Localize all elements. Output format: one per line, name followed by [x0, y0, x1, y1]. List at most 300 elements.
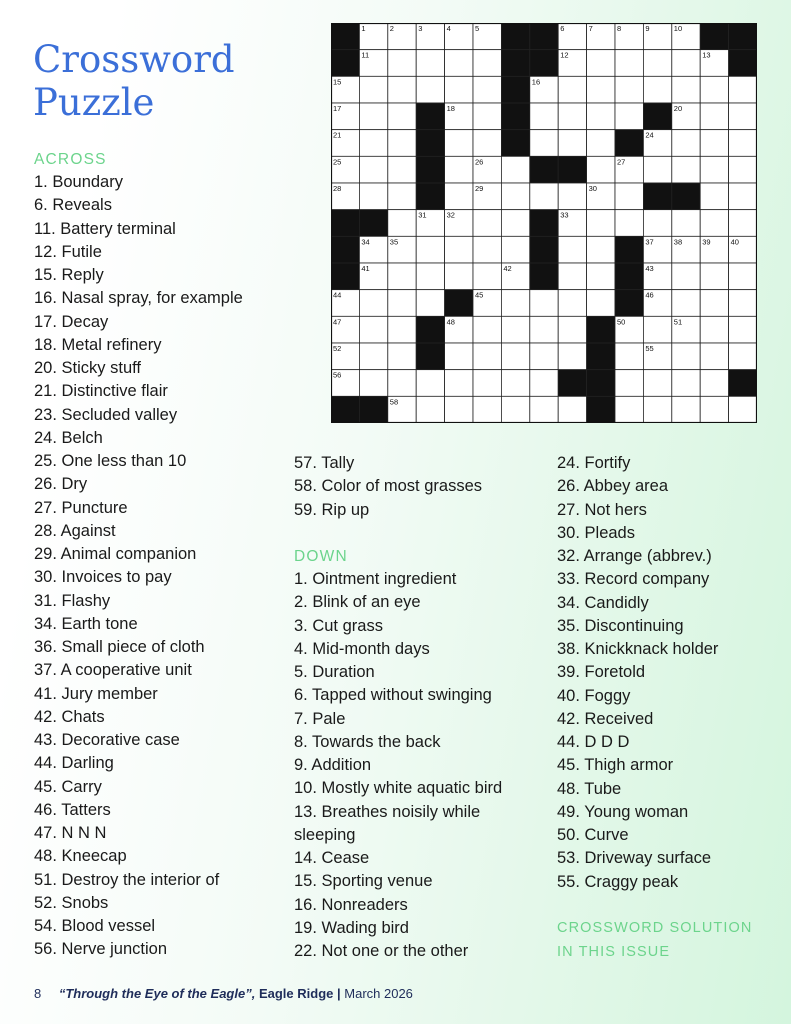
grid-cell[interactable]	[587, 290, 615, 317]
grid-cell[interactable]	[416, 370, 444, 397]
block-cell	[615, 236, 643, 263]
block-cell	[700, 23, 728, 50]
grid-cell[interactable]	[359, 343, 387, 370]
grid-cell[interactable]	[700, 76, 728, 103]
grid-cell[interactable]	[388, 370, 416, 397]
down-clue: 34. Candidly	[557, 593, 649, 612]
grid-cell[interactable]	[530, 183, 558, 210]
clue-number: 8	[617, 24, 622, 33]
block-cell	[501, 76, 529, 103]
block-cell	[672, 183, 700, 210]
publication-name: “Through the Eye of the Eagle”,	[58, 986, 256, 1001]
clue-number: 21	[333, 130, 342, 140]
grid-cell[interactable]	[729, 130, 757, 157]
block-cell	[416, 103, 444, 130]
grid-cell[interactable]	[388, 316, 416, 343]
grid-cell[interactable]	[445, 236, 473, 263]
block-cell	[729, 23, 757, 50]
block-cell	[530, 210, 558, 237]
grid-cell[interactable]	[558, 343, 586, 370]
across-clue: 48. Kneecap	[34, 847, 127, 866]
grid-cell[interactable]	[388, 343, 416, 370]
grid-cell[interactable]	[700, 290, 728, 317]
across-clue: 34. Earth tone	[34, 614, 138, 633]
block-cell	[331, 236, 359, 263]
grid-cell[interactable]	[615, 183, 643, 210]
grid-cell[interactable]	[700, 316, 728, 343]
clue-number: 12	[560, 50, 569, 60]
grid-cell[interactable]	[558, 316, 586, 343]
across-clue: 6. Reveals	[34, 196, 112, 215]
down-clue: 1. Ointment ingredient	[294, 570, 457, 588]
grid-cell[interactable]	[672, 343, 700, 370]
grid-cell[interactable]	[558, 290, 586, 317]
grid-cell[interactable]	[388, 183, 416, 210]
across-clue: 25. One less than 10	[34, 452, 187, 470]
grid-cell[interactable]	[416, 50, 444, 77]
grid-cell[interactable]	[643, 50, 671, 77]
down-clue: 35. Discontinuing	[557, 616, 684, 635]
grid-cell[interactable]	[359, 76, 387, 103]
across-clue: 29. Animal companion	[34, 545, 197, 563]
across-clue: 43. Decorative case	[34, 731, 180, 749]
grid-cell[interactable]	[729, 343, 757, 370]
across-clue: 26. Dry	[34, 475, 88, 494]
down-clue: 44. D D D	[557, 733, 630, 751]
clue-number: 3	[418, 24, 423, 33]
grid-cell[interactable]	[388, 290, 416, 317]
footer-separator: |	[337, 986, 341, 1001]
clue-number: 38	[673, 237, 683, 247]
grid-cell[interactable]	[445, 396, 473, 423]
grid-cell[interactable]	[501, 210, 529, 237]
across-clue: 54. Blood vessel	[34, 917, 156, 935]
grid-cell[interactable]	[729, 290, 757, 317]
grid-cell[interactable]	[445, 130, 473, 157]
grid-cell[interactable]	[473, 370, 501, 397]
grid-cell[interactable]	[501, 183, 529, 210]
across-clue: 56. Nerve junction	[34, 940, 167, 959]
grid-cell[interactable]	[729, 210, 757, 237]
across-clue: 20. Sticky stuff	[34, 359, 141, 377]
grid-cell[interactable]	[445, 50, 473, 77]
grid-cell[interactable]	[501, 370, 529, 397]
grid-cell[interactable]	[672, 50, 700, 77]
down-clue: 14. Cease	[294, 849, 370, 867]
down-clue: 30. Pleads	[557, 523, 635, 542]
clue-number: 33	[560, 210, 569, 220]
block-cell	[587, 396, 615, 423]
grid-cell[interactable]	[587, 50, 615, 77]
grid-cell[interactable]	[445, 263, 473, 290]
clue-number: 24	[645, 130, 654, 140]
grid-cell[interactable]	[388, 263, 416, 290]
block-cell	[416, 343, 444, 370]
across-clue: 47. N N N	[34, 824, 107, 842]
grid-cell[interactable]	[558, 130, 586, 157]
across-clue: 27. Puncture	[34, 498, 128, 517]
across-clue: 23. Secluded valley	[34, 405, 178, 424]
grid-cell[interactable]	[729, 396, 757, 423]
down-clue: 4. Mid-month days	[294, 639, 430, 658]
grid-cell[interactable]	[473, 50, 501, 77]
grid-cell[interactable]	[672, 156, 700, 183]
down-clue: 7. Pale	[294, 709, 346, 728]
grid-cell[interactable]	[473, 130, 501, 157]
block-cell	[416, 183, 444, 210]
clue-number: 50	[617, 317, 626, 327]
grid-cell[interactable]	[388, 50, 416, 77]
block-cell	[558, 370, 586, 397]
block-cell	[416, 130, 444, 157]
block-cell	[587, 370, 615, 397]
grid-cell[interactable]	[359, 156, 387, 183]
down-clue: 2. Blink of an eye	[294, 593, 421, 612]
down-clue: 10. Mostly white aquatic bird	[294, 779, 503, 798]
title-line-1: Crossword	[33, 38, 235, 81]
down-clue: 13. Breathes noisily while sleeping	[294, 802, 481, 844]
grid-cell[interactable]	[615, 50, 643, 77]
block-cell	[445, 290, 473, 317]
grid-cell[interactable]	[388, 130, 416, 157]
clue-number: 35	[389, 237, 399, 247]
block-cell	[359, 210, 387, 237]
across-clue: 30. Invoices to pay	[34, 568, 172, 587]
across-clue: 15. Reply	[34, 266, 104, 284]
across-clue: 58. Color of most grasses	[294, 477, 482, 496]
grid-cell[interactable]	[416, 263, 444, 290]
block-cell	[530, 263, 558, 290]
grid-cell[interactable]	[445, 156, 473, 183]
grid-cell[interactable]	[501, 343, 529, 370]
grid-cell[interactable]	[700, 343, 728, 370]
clue-number: 11	[361, 50, 370, 60]
across-clue: 16. Nasal spray, for example	[34, 289, 243, 308]
clue-number: 9	[645, 24, 650, 33]
grid-cell[interactable]	[558, 103, 586, 130]
down-clue: 19. Wading bird	[294, 918, 409, 937]
block-cell	[331, 210, 359, 237]
grid-cell[interactable]	[558, 263, 586, 290]
clue-number: 45	[475, 290, 484, 300]
clue-number: 6	[560, 24, 565, 33]
grid-cell[interactable]	[473, 103, 501, 130]
grid-cell[interactable]	[615, 396, 643, 423]
grid-cell[interactable]	[672, 210, 700, 237]
clue-number: 41	[361, 264, 370, 273]
grid-cell[interactable]	[700, 156, 728, 183]
grid-cell[interactable]	[416, 236, 444, 263]
grid-cell[interactable]	[530, 290, 558, 317]
block-cell	[331, 396, 359, 423]
block-cell	[359, 396, 387, 423]
block-cell	[558, 156, 586, 183]
clue-number: 42	[503, 264, 512, 273]
across-clue: 37. A cooperative unit	[34, 661, 192, 680]
down-clue: 8. Towards the back	[294, 732, 441, 751]
block-cell	[501, 103, 529, 130]
down-clue: 40. Foggy	[557, 686, 631, 705]
clue-number: 46	[645, 290, 654, 300]
crossword-grid[interactable]	[331, 23, 757, 423]
grid-cell[interactable]	[615, 370, 643, 397]
down-clue-list-continued	[557, 452, 772, 894]
block-cell	[729, 50, 757, 77]
clue-number: 18	[446, 104, 455, 113]
clue-number: 40	[730, 237, 739, 247]
block-cell	[416, 316, 444, 343]
grid-cell[interactable]	[643, 370, 671, 397]
across-clue: 21. Distinctive flair	[34, 382, 168, 401]
block-cell	[530, 156, 558, 183]
grid-cell[interactable]	[615, 103, 643, 130]
across-clue-list-continued	[294, 452, 539, 522]
clue-number: 25	[333, 157, 342, 167]
grid-cell[interactable]	[587, 156, 615, 183]
clues-column-1	[34, 148, 294, 962]
grid-cell[interactable]	[388, 210, 416, 237]
across-clue: 46. Tatters	[34, 800, 111, 819]
across-clue: 41. Jury member	[34, 684, 158, 703]
grid-cell[interactable]	[729, 156, 757, 183]
grid-cell[interactable]	[587, 130, 615, 157]
grid-cell[interactable]	[530, 396, 558, 423]
grid-cell[interactable]	[359, 290, 387, 317]
grid-cell[interactable]	[643, 156, 671, 183]
grid-cell[interactable]	[416, 290, 444, 317]
grid-cell[interactable]	[643, 316, 671, 343]
clue-number: 5	[475, 24, 480, 33]
clue-number: 15	[333, 77, 342, 87]
across-clue: 51. Destroy the interior of	[34, 870, 220, 889]
grid-cell[interactable]	[388, 76, 416, 103]
grid-cell[interactable]	[359, 103, 387, 130]
grid-cell[interactable]	[473, 236, 501, 263]
down-heading: DOWN	[294, 548, 348, 565]
grid-cell[interactable]	[729, 183, 757, 210]
grid-cell[interactable]	[501, 290, 529, 317]
across-clue: 36. Small piece of cloth	[34, 638, 205, 656]
clue-number: 51	[673, 317, 683, 327]
grid-cell[interactable]	[672, 370, 700, 397]
clue-number: 4	[446, 24, 451, 33]
block-cell	[587, 343, 615, 370]
grid-cell[interactable]	[729, 103, 757, 130]
down-clue: 27. Not hers	[557, 500, 647, 519]
clue-number: 20	[673, 104, 683, 113]
down-clue: 5. Duration	[294, 663, 375, 681]
grid-cell[interactable]	[729, 316, 757, 343]
clues-column-2	[294, 452, 539, 963]
grid-cell[interactable]	[530, 130, 558, 157]
grid-cell[interactable]	[445, 343, 473, 370]
grid-cell[interactable]	[672, 396, 700, 423]
grid-cell[interactable]	[501, 236, 529, 263]
clue-number: 48	[446, 317, 455, 327]
grid-cell[interactable]	[445, 76, 473, 103]
grid-cell[interactable]	[445, 370, 473, 397]
clue-number: 13	[702, 50, 711, 60]
grid-cell[interactable]	[672, 263, 700, 290]
clue-number: 7	[588, 24, 593, 33]
grid-cell[interactable]	[643, 76, 671, 103]
grid-cell[interactable]	[587, 210, 615, 237]
clue-number: 55	[645, 344, 654, 353]
grid-cell[interactable]	[643, 210, 671, 237]
grid-cell[interactable]	[700, 370, 728, 397]
grid-cell[interactable]	[700, 103, 728, 130]
grid-cell[interactable]	[615, 76, 643, 103]
across-clue: 18. Metal refinery	[34, 335, 162, 354]
clue-number: 26	[475, 157, 484, 167]
across-clue: 57. Tally	[294, 454, 355, 472]
block-cell	[331, 263, 359, 290]
grid-cell[interactable]	[700, 183, 728, 210]
grid-cell[interactable]	[530, 316, 558, 343]
grid-cell[interactable]	[672, 130, 700, 157]
grid-cell[interactable]	[587, 76, 615, 103]
clue-number: 17	[333, 104, 342, 113]
down-clue: 42. Received	[557, 709, 654, 728]
grid-cell[interactable]	[359, 370, 387, 397]
grid-cell[interactable]	[672, 290, 700, 317]
clue-number: 10	[673, 24, 683, 33]
clue-number: 58	[389, 397, 399, 407]
grid-cell[interactable]	[587, 263, 615, 290]
clue-number: 16	[531, 77, 541, 87]
grid-cell[interactable]	[501, 396, 529, 423]
grid-cell[interactable]	[416, 76, 444, 103]
block-cell	[643, 183, 671, 210]
across-clue: 1. Boundary	[34, 173, 123, 191]
grid-cell[interactable]	[729, 76, 757, 103]
block-cell	[416, 156, 444, 183]
down-clue: 50. Curve	[557, 826, 629, 844]
clue-number: 32	[446, 210, 455, 220]
block-cell	[530, 23, 558, 50]
clue-number: 30	[588, 184, 597, 193]
page-title	[33, 38, 235, 124]
across-clue: 28. Against	[34, 521, 116, 540]
block-cell	[530, 236, 558, 263]
clue-number: 44	[333, 290, 342, 300]
block-cell	[501, 130, 529, 157]
grid-cell[interactable]	[643, 396, 671, 423]
grid-cell[interactable]	[558, 76, 586, 103]
grid-cell[interactable]	[388, 103, 416, 130]
down-clue: 6. Tapped without swinging	[294, 686, 492, 705]
clue-number: 1	[361, 24, 366, 33]
title-line-2: Puzzle	[33, 81, 155, 124]
grid-cell[interactable]	[473, 316, 501, 343]
grid-cell[interactable]	[700, 210, 728, 237]
grid-cell[interactable]	[473, 396, 501, 423]
across-clue-list	[34, 171, 294, 962]
grid-cell[interactable]	[558, 183, 586, 210]
down-clue: 55. Craggy peak	[557, 872, 679, 891]
across-clue: 42. Chats	[34, 707, 105, 726]
grid-cell[interactable]	[530, 370, 558, 397]
grid-cell[interactable]	[501, 156, 529, 183]
block-cell	[587, 316, 615, 343]
clue-number: 39	[702, 237, 711, 247]
clue-number: 52	[333, 344, 342, 353]
clue-number: 2	[389, 24, 394, 33]
grid-cell[interactable]	[530, 103, 558, 130]
clue-number: 27	[617, 157, 626, 167]
grid-cell[interactable]	[473, 76, 501, 103]
grid-cell[interactable]	[416, 396, 444, 423]
clue-number: 31	[418, 210, 427, 220]
grid-cell[interactable]	[587, 103, 615, 130]
across-clue: 12. Futile	[34, 242, 102, 261]
grid-cell[interactable]	[445, 183, 473, 210]
grid-cell[interactable]	[501, 316, 529, 343]
grid-cell[interactable]	[473, 210, 501, 237]
grid-cell[interactable]	[615, 210, 643, 237]
block-cell	[729, 370, 757, 397]
grid-cell[interactable]	[587, 236, 615, 263]
grid-cell[interactable]	[700, 396, 728, 423]
across-clue: 52. Snobs	[34, 893, 109, 912]
grid-cell[interactable]	[359, 130, 387, 157]
across-clue: 59. Rip up	[294, 500, 370, 519]
down-clue: 48. Tube	[557, 779, 622, 798]
grid-cell[interactable]	[615, 343, 643, 370]
across-clue: 11. Battery terminal	[34, 219, 176, 238]
grid-cell[interactable]	[359, 183, 387, 210]
down-clue: 3. Cut grass	[294, 616, 383, 635]
block-cell	[615, 290, 643, 317]
down-clue: 49. Young woman	[557, 802, 689, 821]
clue-number: 34	[361, 237, 370, 247]
page-footer	[34, 986, 413, 1001]
clue-number: 28	[333, 184, 342, 193]
grid-cell[interactable]	[388, 156, 416, 183]
across-clue: 45. Carry	[34, 777, 102, 796]
down-clue: 39. Foretold	[557, 663, 646, 682]
across-clue: 17. Decay	[34, 312, 109, 331]
down-clue: 16. Nonreaders	[294, 895, 408, 914]
grid-cell[interactable]	[700, 130, 728, 157]
grid-cell[interactable]	[729, 263, 757, 290]
clue-number: 29	[475, 184, 484, 193]
solution-note-line-1: CROSSWORD SOLUTION	[557, 919, 753, 936]
clue-number: 43	[645, 264, 654, 273]
grid-cell[interactable]	[530, 343, 558, 370]
down-clue: 26. Abbey area	[557, 477, 669, 496]
clues-column-3	[557, 452, 772, 964]
across-clue: 24. Belch	[34, 428, 103, 447]
down-clue-list	[294, 568, 539, 963]
grid-cell[interactable]	[558, 396, 586, 423]
grid-cell[interactable]	[700, 263, 728, 290]
issue-date: March 2026	[344, 986, 413, 1001]
solution-note-line-2: IN THIS ISSUE	[557, 943, 671, 960]
down-clue: 22. Not one or the other	[294, 942, 469, 960]
grid-cell[interactable]	[473, 263, 501, 290]
down-clue: 15. Sporting venue	[294, 872, 433, 891]
across-heading: ACROSS	[34, 151, 107, 168]
grid-cell[interactable]	[672, 76, 700, 103]
grid-cell[interactable]	[359, 316, 387, 343]
grid-cell[interactable]	[473, 343, 501, 370]
community-name: Eagle Ridge	[258, 986, 334, 1001]
grid-cell[interactable]	[558, 236, 586, 263]
block-cell	[331, 50, 359, 77]
block-cell	[643, 103, 671, 130]
down-clue: 38. Knickknack holder	[557, 640, 719, 658]
